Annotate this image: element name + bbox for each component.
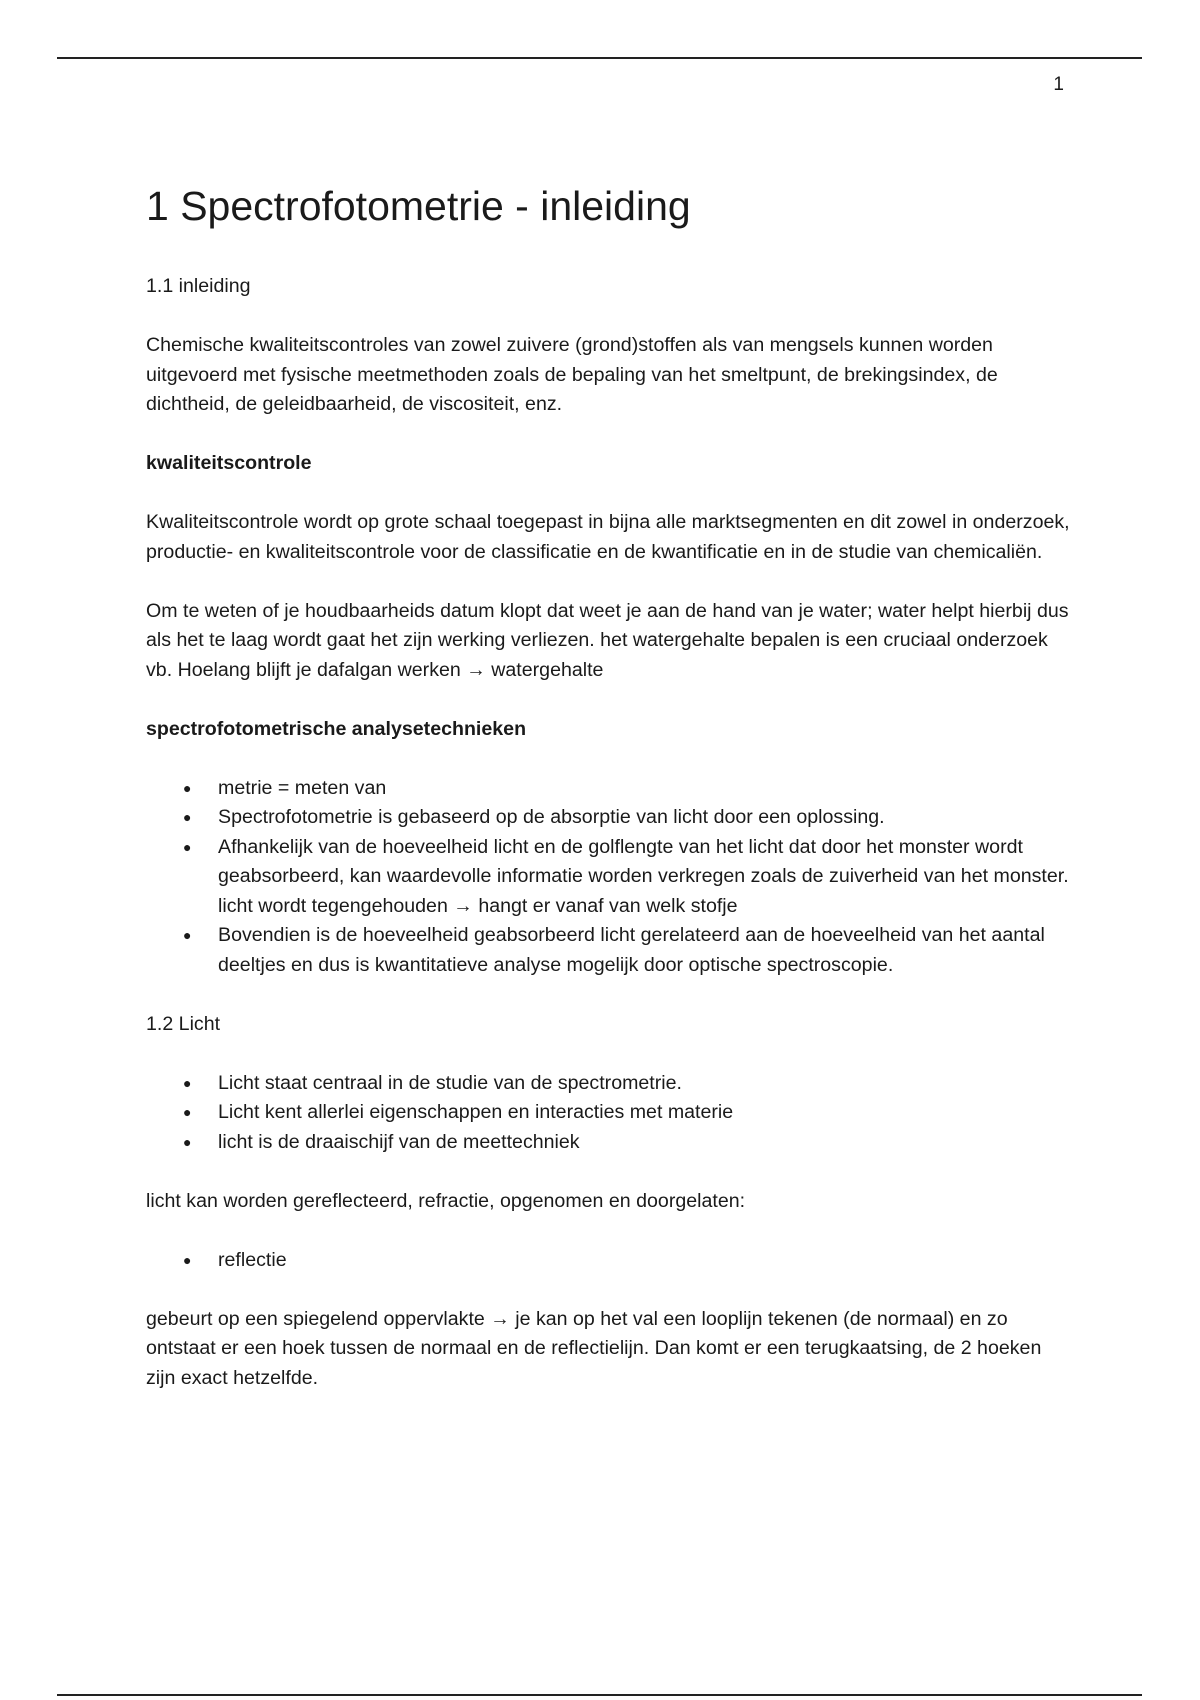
kwaliteitscontrole-heading: kwaliteitscontrole	[146, 452, 312, 474]
footer-rule	[57, 1694, 1142, 1696]
list-item: ● licht is de draaischijf van de meettechniek	[146, 1128, 1076, 1158]
list-item: ● metrie = meten van	[146, 774, 1076, 804]
watergehalte-text: Om te weten of je houdbaarheids datum klopt dat weet je aan de hand van je water; water helpt hierbij dus als het te laag wordt gaat het zijn werking verliezen. het watergehalte bepalen is een cruciaal onderzoek	[146, 599, 1069, 651]
licht-sublist	[146, 1246, 1076, 1276]
section-1-1-heading: 1.1 inleiding	[146, 275, 251, 297]
kwaliteitscontrole-paragraph: Kwaliteitscontrole wordt op grote schaal toegepast in bijna alle marktsegmenten en dit zowel in onderzoek, productie- en kwaliteitscontrole voor de classificatie en de kwantificatie en in de studie van chemicaliën.	[146, 511, 1070, 563]
analysetechnieken-list	[146, 774, 1076, 981]
watergehalte-paragraph	[146, 597, 1076, 686]
page-title: 1 Spectrofotometrie - inleiding	[146, 183, 691, 229]
list-item: ● Spectrofotometrie is gebaseerd op de absorptie van licht door een oplossing.	[146, 803, 1076, 833]
document-body	[146, 180, 1076, 1423]
watergehalte-example: vb. Hoelang blijft je dafalgan werken → watergehalte	[146, 658, 604, 681]
page-number: 1	[1053, 74, 1064, 95]
list-item: ● Licht kent allerlei eigenschappen en interacties met materie	[146, 1098, 1076, 1128]
list-item: ● Licht staat centraal in de studie van de spectrometrie.	[146, 1069, 1076, 1099]
analysetechnieken-heading: spectrofotometrische analysetechnieken	[146, 717, 527, 740]
list-item: ● reflectie	[146, 1246, 1076, 1276]
licht-list	[146, 1069, 1076, 1158]
list-item: ● Afhankelijk van de hoeveelheid licht en de golflengte van het licht dat door het monster wordt geabsorbeerd, kan waardevolle informatie worden verkregen zoals de zuiverheid van het monster. licht wordt tegengehouden → hangt er vanaf van welk stofje	[146, 833, 1076, 922]
section-1-2-heading: 1.2 Licht	[146, 1012, 221, 1035]
licht-intro: licht kan worden gereflecteerd, refractie, opgenomen en doorgelaten:	[146, 1189, 746, 1212]
section-1-1-intro: Chemische kwaliteitscontroles van zowel zuivere (grond)stoffen als van mengsels kunnen worden uitgevoerd met fysische meetmethoden zoals de bepaling van het smeltpunt, de brekingsindex, de dichtheid, de geleidbaarheid, de viscositeit, enz.	[146, 334, 998, 415]
list-item: ● Bovendien is de hoeveelheid geabsorbeerd licht gerelateerd aan de hoeveelheid van het aantal deeltjes en dus is kwantitatieve analyse mogelijk door optische spectroscopie.	[146, 921, 1076, 980]
header-rule	[57, 57, 1142, 59]
reflectie-paragraph: gebeurt op een spiegelend oppervlakte → je kan op het val een looplijn tekenen (de normaal) en zo ontstaat er een hoek tussen de normaal en de reflectielijn. Dan komt er een terugkaatsing, de 2 hoeken zijn exact hetzelfde.	[146, 1307, 1042, 1389]
